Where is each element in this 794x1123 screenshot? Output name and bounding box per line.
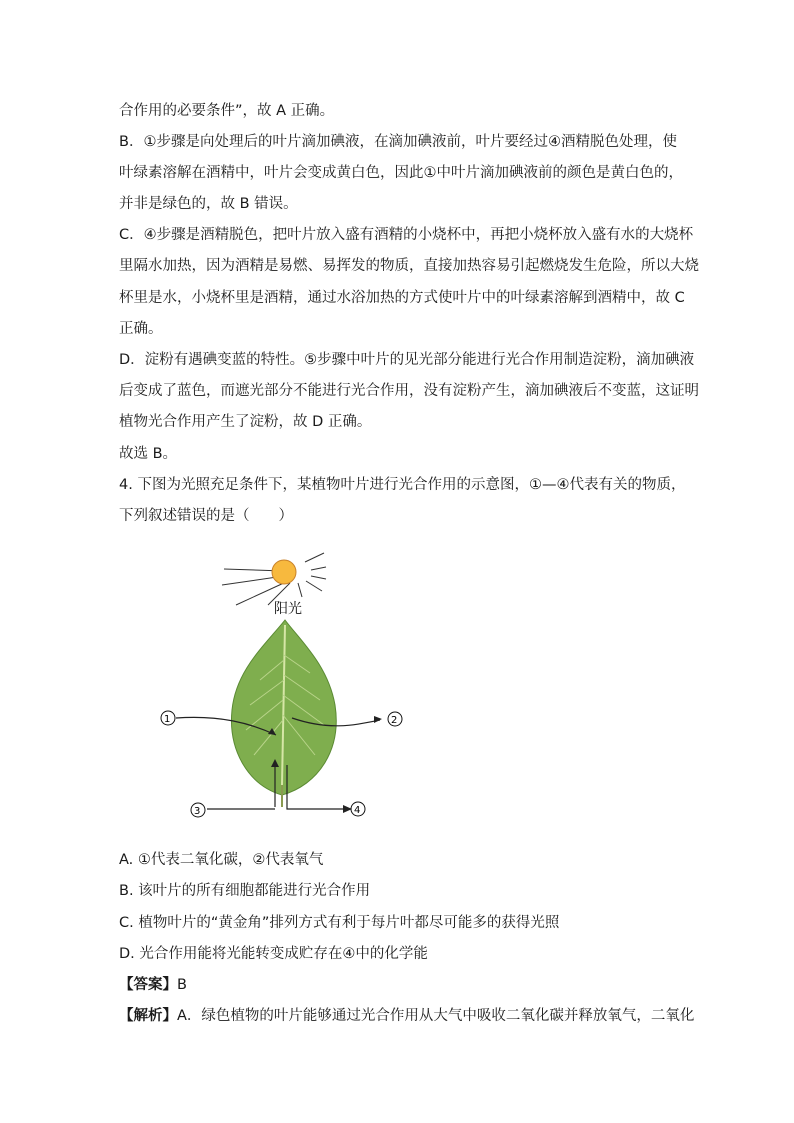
leaf-diagram: [150, 545, 430, 830]
paragraph-line: 并非是绿色的，故 B 错误。: [119, 196, 298, 212]
option-b: B. 该叶片的所有细胞都能进行光合作用: [119, 883, 371, 899]
sun-icon: [272, 560, 296, 584]
paragraph-line: 植物光合作用产生了淀粉，故 D 正确。: [119, 414, 372, 430]
paragraph-line: C．④步骤是酒精脱色，把叶片放入盛有酒精的小烧杯中，再把小烧杯放入盛有水的大烧杯: [119, 227, 694, 243]
analysis-tag: 【解析】: [119, 1008, 177, 1024]
option-d: D. 光合作用能将光能转变成贮存在④中的化学能: [119, 946, 428, 962]
paragraph-line: 故选 B。: [119, 446, 178, 462]
analysis-text: A．绿色植物的叶片能够通过光合作用从大气中吸收二氧化碳并释放氧气，二氧化: [177, 1008, 695, 1024]
paragraph-line: 合作用的必要条件”，故 A 正确。: [119, 103, 335, 119]
svg-text:1: 1: [164, 714, 171, 725]
paragraph-line: B．①步骤是向处理后的叶片滴加碘液，在滴加碘液前，叶片要经过④酒精脱色处理，使: [119, 134, 677, 150]
answer-tag: 【答案】: [119, 977, 177, 993]
paragraph-line: 叶绿素溶解在酒精中，叶片会变成黄白色，因此①中叶片滴加碘液前的颜色是黄白色的，: [119, 165, 683, 181]
question-stem: 下列叙述错误的是（ ）: [119, 508, 293, 524]
paragraph-line: 里隔水加热，因为酒精是易燃、易挥发的物质，直接加热容易引起燃烧发生危险，所以大烧: [119, 258, 699, 274]
marker-1: [161, 711, 175, 725]
paragraph-line: 杯里是水，小烧杯里是酒精，通过水浴加热的方式使叶片中的叶绿素溶解到酒精中，故 C: [119, 290, 685, 306]
leaf-image: [231, 620, 336, 807]
answer-line: [119, 975, 187, 995]
svg-text:2: 2: [391, 715, 398, 726]
photosynthesis-figure: [150, 545, 430, 830]
analysis-line: [119, 1006, 694, 1026]
marker-3: [191, 803, 205, 817]
sun-label: 阳光: [274, 601, 302, 617]
marker-4: [351, 802, 365, 816]
option-c: C. 植物叶片的“黄金角”排列方式有利于每片叶都尽可能多的获得光照: [119, 915, 560, 931]
paragraph-line: 正确。: [119, 321, 163, 337]
paragraph-line: D．淀粉有遇碘变蓝的特性。⑤步骤中叶片的见光部分能进行光合作用制造淀粉，滴加碘液: [119, 352, 695, 368]
answer-value: B: [177, 977, 187, 993]
question-stem: 4. 下图为光照充足条件下，某植物叶片进行光合作用的示意图，①—④代表有关的物质，: [119, 477, 686, 493]
svg-text:3: 3: [194, 806, 201, 817]
svg-text:4: 4: [354, 805, 361, 816]
paragraph-line: 后变成了蓝色，而遮光部分不能进行光合作用，没有淀粉产生，滴加碘液后不变蓝，这证明: [119, 383, 699, 399]
marker-2: [388, 712, 402, 726]
option-a: A. ①代表二氧化碳，②代表氧气: [119, 852, 324, 868]
